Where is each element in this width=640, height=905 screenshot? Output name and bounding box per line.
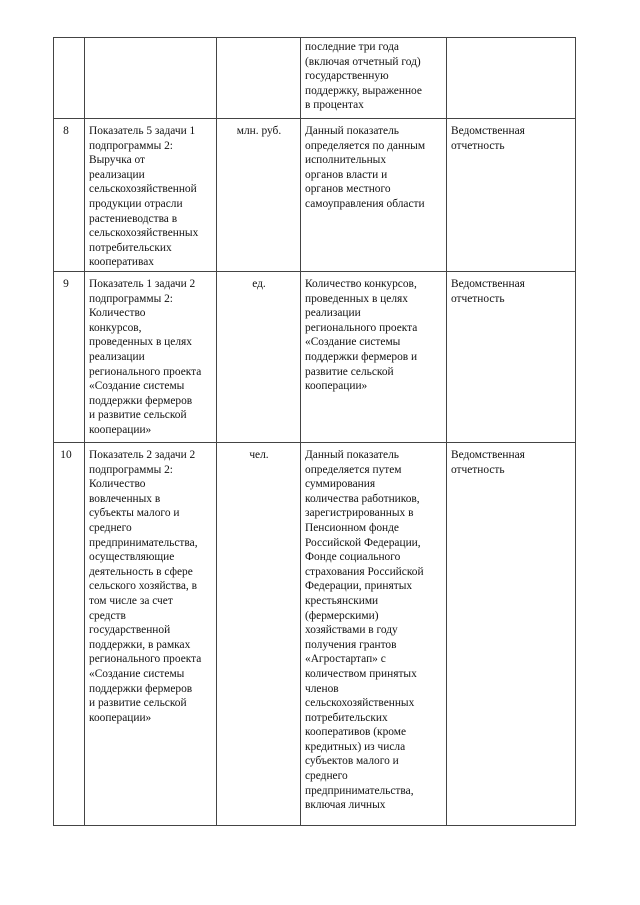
text-line: «Создание системы: [305, 336, 401, 349]
text-line: Показатель 5 задачи 1: [89, 125, 196, 137]
cell-method: [301, 38, 447, 119]
text-line: подпрограммы 2:: [89, 292, 173, 305]
source-text: [447, 119, 575, 153]
cell-name: [85, 38, 217, 119]
cell-name: [85, 443, 217, 826]
unit-text: чел.: [249, 449, 269, 461]
method-text: [301, 272, 446, 394]
text-line: «Создание системы: [89, 667, 185, 680]
text-line: количеством принятых: [305, 667, 417, 680]
cell-method: [301, 119, 447, 272]
text-line: поддержки фермеров: [89, 682, 193, 695]
text-line: Российской Федерации,: [305, 536, 421, 549]
cell-unit: [217, 119, 301, 272]
text-line: подпрограммы 2:: [89, 463, 173, 476]
text-line: субъекты малого и: [89, 507, 180, 520]
text-line: Пенсионном фонде: [305, 521, 399, 534]
text-line: Количество: [89, 307, 146, 320]
text-line: регионального проекта: [89, 365, 202, 378]
text-line: субъектов малого и: [305, 755, 399, 768]
text-line: получения грантов: [305, 638, 397, 651]
cell-source: [447, 38, 576, 119]
text-line: потребительских: [305, 711, 388, 724]
text-line: кооперации»: [89, 423, 152, 436]
text-line: проведенных в целях: [305, 292, 408, 305]
cell-num: [54, 272, 85, 443]
num-text: 8: [63, 125, 69, 137]
text-line: потребительских: [89, 241, 172, 254]
text-line: растениеводства в: [89, 212, 178, 225]
text-line: сельскохозяйственной: [89, 183, 197, 196]
text-line: деятельность в сфере: [89, 565, 193, 578]
cell-unit: [217, 38, 301, 119]
text-line: определяется путем: [305, 463, 402, 476]
cell-unit: [217, 272, 301, 443]
text-line: конкурсов,: [89, 321, 142, 334]
text-line: среднего: [89, 521, 132, 534]
text-line: кооперативах: [89, 256, 155, 269]
num-text: 10: [60, 449, 72, 461]
text-line: Данный показатель: [305, 125, 399, 137]
text-line: развитие сельской: [305, 365, 394, 378]
table-row: [54, 272, 576, 443]
text-line: регионального проекта: [89, 653, 202, 666]
text-line: количества работников,: [305, 492, 420, 505]
text-line: вовлеченных в: [89, 492, 161, 505]
source-text: [447, 443, 575, 477]
cell-source: [447, 272, 576, 443]
text-line: и развитие сельской: [89, 697, 187, 710]
table-row: [54, 443, 576, 826]
unit-text: млн. руб.: [236, 125, 282, 137]
text-line: отчетность: [451, 463, 505, 476]
text-line: отчетность: [451, 292, 505, 305]
text-line: Федерации, принятых: [305, 580, 413, 593]
indicators-table: [53, 37, 576, 826]
text-line: поддержки фермеров и: [305, 350, 418, 363]
text-line: продукции отрасли: [89, 197, 183, 210]
text-line: страхования Российской: [305, 565, 424, 578]
text-line: Показатель 1 задачи 2: [89, 278, 196, 290]
cell-num: [54, 38, 85, 119]
text-line: Количество конкурсов,: [305, 278, 417, 290]
text-line: исполнительных: [305, 154, 387, 167]
text-line: среднего: [305, 770, 348, 783]
text-line: предпринимательства,: [89, 536, 198, 549]
text-line: Количество: [89, 478, 146, 491]
text-line: поддержку, выраженное: [305, 84, 422, 97]
text-line: и развитие сельской: [89, 409, 187, 422]
text-line: предпринимательства,: [305, 784, 414, 797]
text-line: хозяйствами в году: [305, 624, 398, 637]
name-text: [85, 272, 216, 438]
source-text: [447, 272, 575, 306]
text-line: государственную: [305, 70, 389, 83]
text-line: в процентах: [305, 99, 364, 112]
text-line: Ведомственная: [451, 278, 525, 290]
unit-text: ед.: [252, 278, 266, 290]
text-line: Данный показатель: [305, 449, 399, 461]
cell-unit: [217, 443, 301, 826]
method-text: [301, 38, 446, 113]
text-line: регионального проекта: [305, 321, 418, 334]
text-line: определяется по данным: [305, 139, 426, 152]
text-line: органов местного: [305, 183, 391, 196]
text-line: Фонде социального: [305, 551, 401, 564]
text-line: Ведомственная: [451, 125, 525, 137]
text-line: Выручка от: [89, 154, 146, 167]
text-line: подпрограммы 2:: [89, 139, 173, 152]
text-line: том числе за счет: [89, 594, 173, 607]
text-line: реализации: [305, 307, 361, 320]
text-line: кооперации»: [89, 711, 152, 724]
text-line: органов власти и: [305, 168, 388, 181]
text-line: поддержки, в рамках: [89, 638, 191, 651]
text-line: кооперации»: [305, 380, 368, 393]
cell-name: [85, 272, 217, 443]
cell-name: [85, 119, 217, 272]
cell-num: [54, 443, 85, 826]
text-line: (включая отчетный год): [305, 55, 421, 68]
text-line: поддержки фермеров: [89, 394, 193, 407]
text-line: отчетность: [451, 139, 505, 152]
text-line: реализации: [89, 168, 145, 181]
method-text: [301, 119, 446, 212]
text-line: членов: [305, 682, 339, 695]
text-line: последние три года: [305, 41, 399, 53]
text-line: осуществляющие: [89, 551, 175, 564]
text-line: реализации: [89, 350, 145, 363]
text-line: сельскохозяйственных: [89, 227, 199, 240]
text-line: «Создание системы: [89, 380, 185, 393]
text-line: проведенных в целях: [89, 336, 192, 349]
text-line: Ведомственная: [451, 449, 525, 461]
text-line: государственной: [89, 624, 171, 637]
text-line: кооперативов (кроме: [305, 726, 407, 739]
num-text: 9: [63, 278, 69, 290]
cell-num: [54, 119, 85, 272]
text-line: крестьянскими: [305, 594, 379, 607]
text-line: кредитных) из числа: [305, 740, 406, 753]
text-line: сельского хозяйства, в: [89, 580, 197, 593]
cell-source: [447, 443, 576, 826]
table-row: [54, 119, 576, 272]
cell-method: [301, 443, 447, 826]
cell-source: [447, 119, 576, 272]
text-line: сельскохозяйственных: [305, 697, 415, 710]
cell-method: [301, 272, 447, 443]
text-line: зарегистрированных в: [305, 507, 414, 520]
text-line: самоуправления области: [305, 197, 425, 210]
text-line: включая личных: [305, 799, 386, 812]
method-text: [301, 443, 446, 813]
text-line: (фермерскими): [305, 609, 379, 622]
table-row-continuation: [54, 38, 576, 119]
name-text: [85, 443, 216, 725]
text-line: суммирования: [305, 478, 376, 491]
text-line: средств: [89, 609, 126, 622]
text-line: «Агростартап» с: [305, 653, 386, 666]
name-text: [85, 119, 216, 270]
text-line: Показатель 2 задачи 2: [89, 449, 196, 461]
